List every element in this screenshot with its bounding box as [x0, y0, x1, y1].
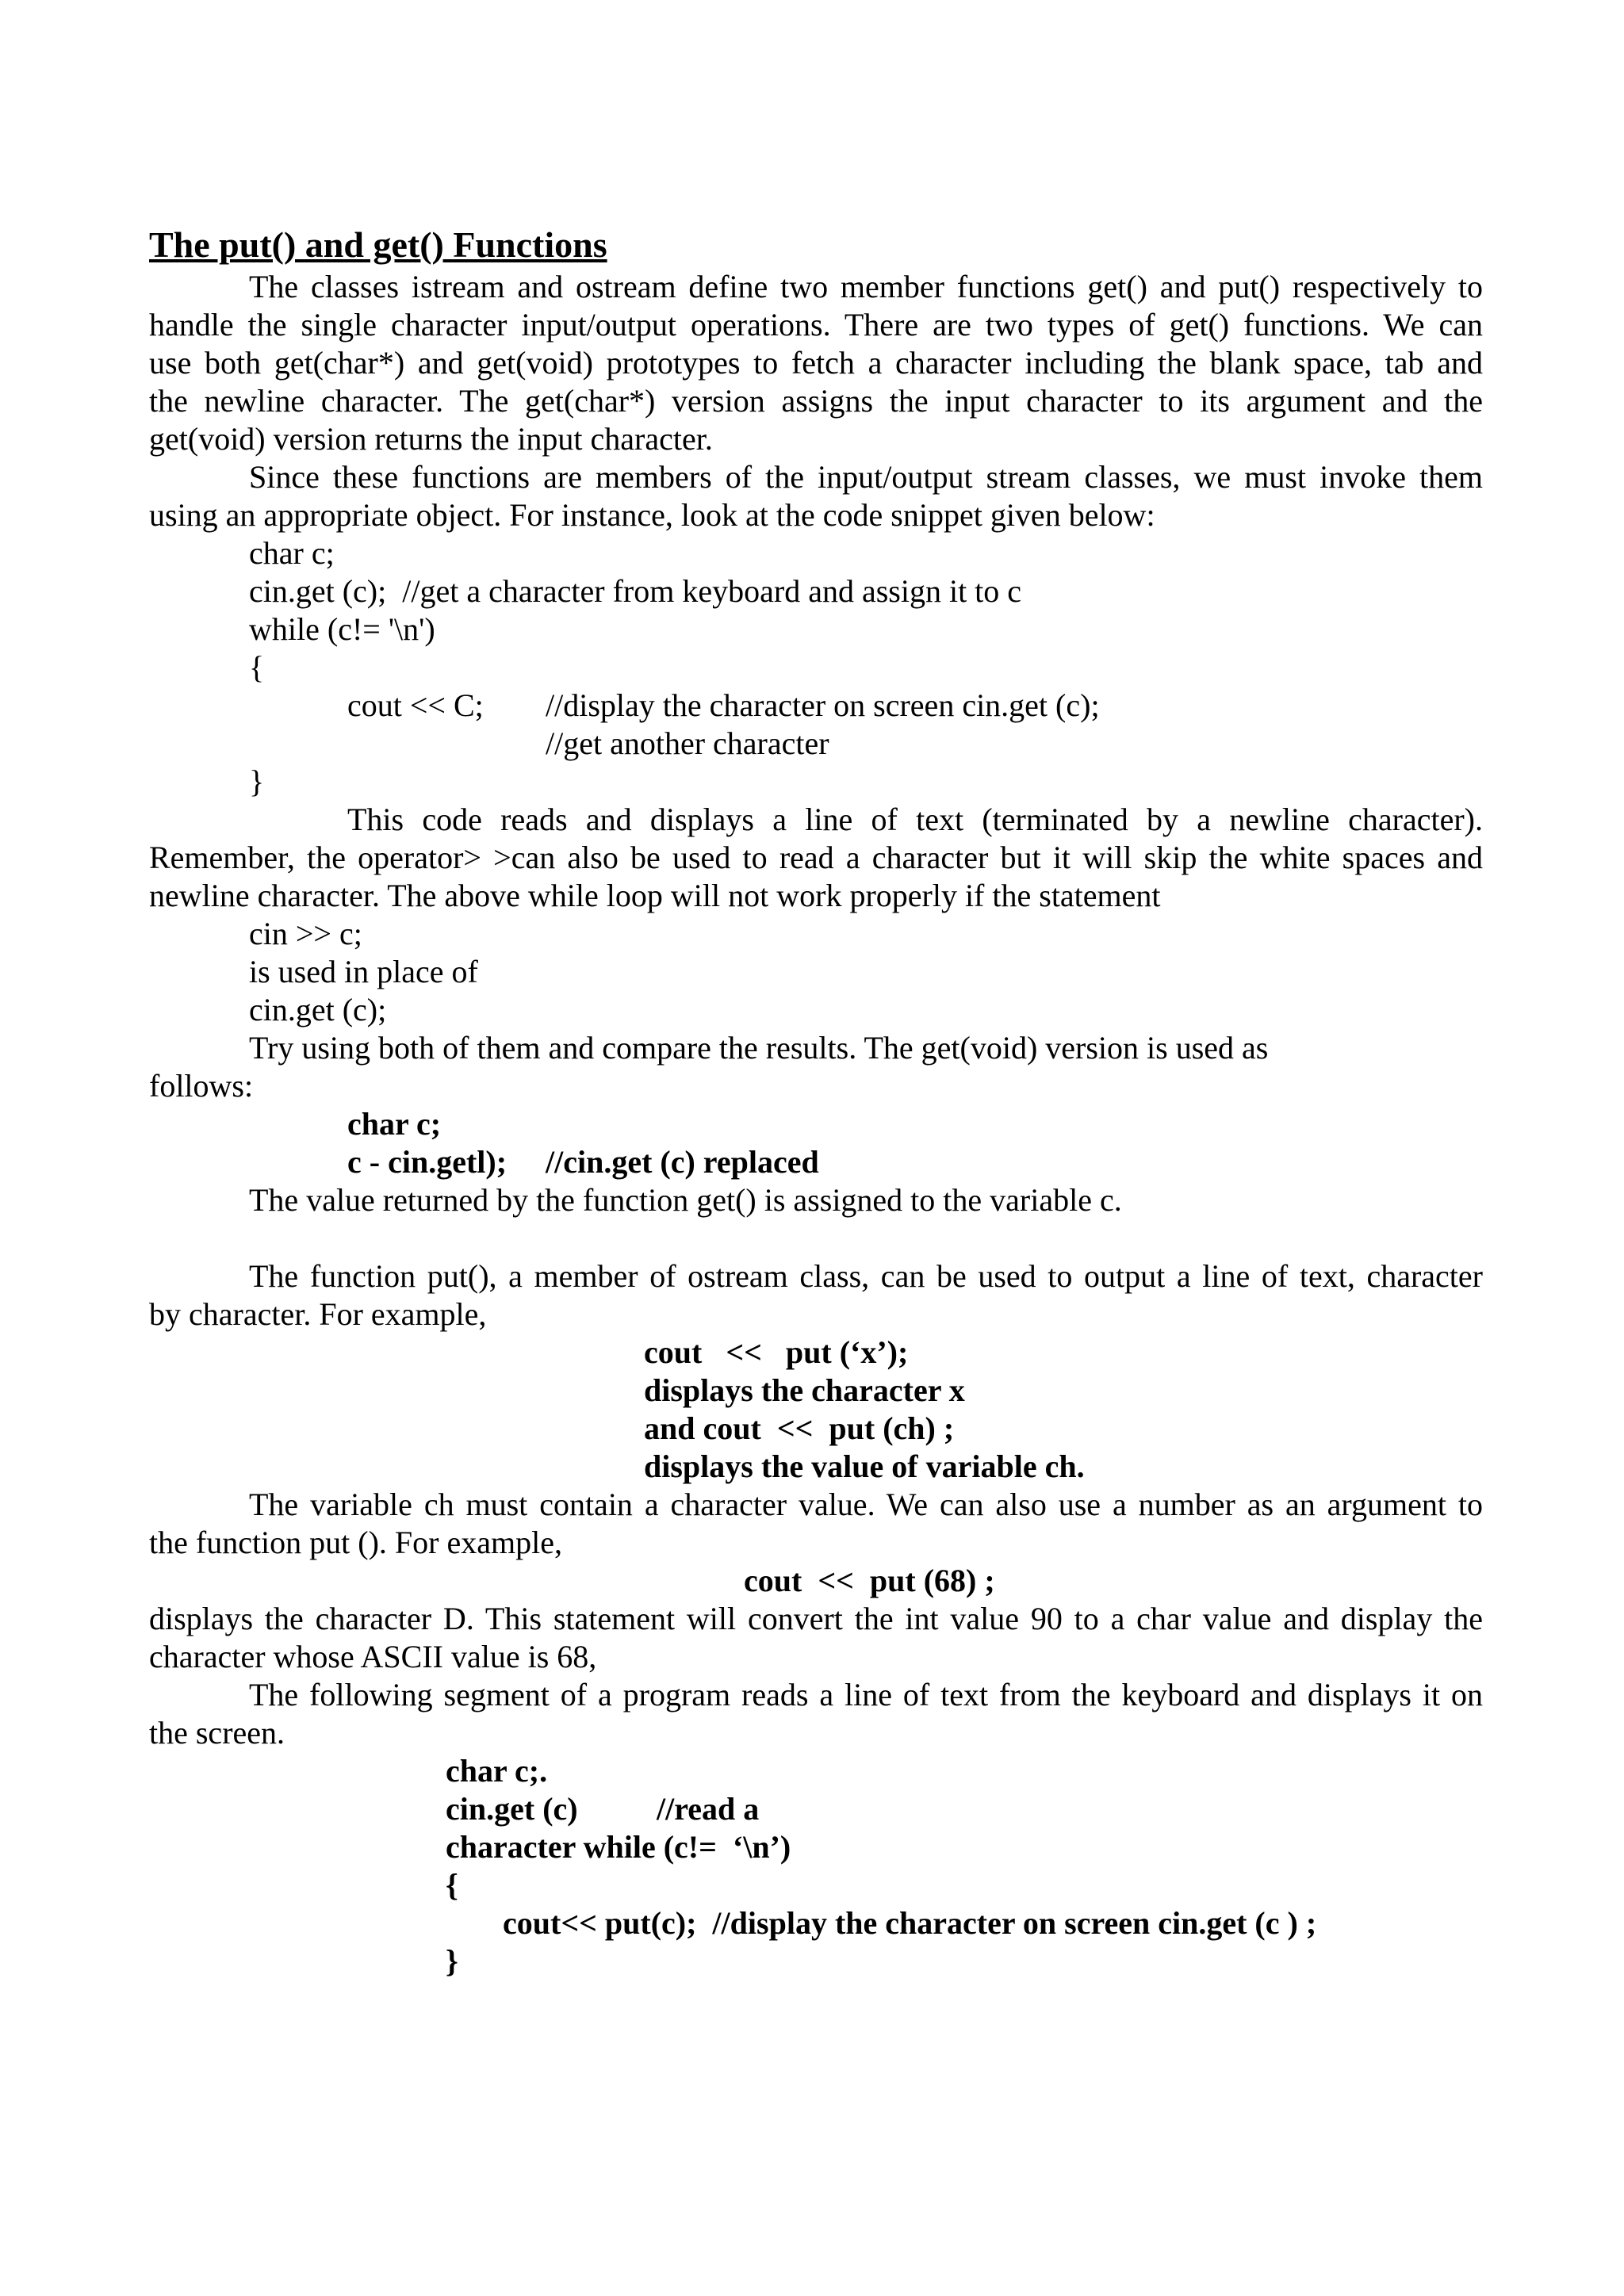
- para7-line2: the function put (). For example,: [149, 1525, 562, 1560]
- code6-line2-code: cin.get (c): [446, 1791, 578, 1827]
- para3-line1: This code reads and displays a line of text (terminated by a newline character).: [347, 802, 1483, 837]
- code3-line1: char c;: [347, 1106, 442, 1142]
- para7-line1: The variable ch must contain a character value. We can also use a number as an argument to: [249, 1487, 1483, 1522]
- code1-line6: //get another character: [546, 725, 829, 761]
- code4-line3: and cout << put (ch) ;: [644, 1410, 955, 1446]
- code1-line5: [149, 687, 1483, 725]
- code6-line1: char c;.: [446, 1753, 548, 1789]
- code6-line6: }: [446, 1943, 458, 1979]
- code6-line3: character while (c!= ‘\n’): [446, 1829, 791, 1865]
- code3-line2-comment: //cin.get (c) replaced: [546, 1144, 819, 1180]
- code1-line1: char c;: [249, 535, 335, 571]
- para4-line1: Try using both of them and compare the results. The get(void) version is used as: [249, 1030, 1269, 1066]
- para1-line3: use both get(char*) and get(void) prototypes to fetch a character including the blank space, tab and: [149, 345, 1483, 381]
- code2-line2: is used in place of: [249, 954, 478, 989]
- para2-line1: Since these functions are members of the input/output stream classes, we must invoke them: [249, 459, 1483, 495]
- code2-line3: cin.get (c);: [249, 992, 387, 1027]
- code1-line4: {: [249, 649, 265, 685]
- page-title: The put() and get() Functions: [149, 224, 607, 265]
- para4-line2: follows:: [149, 1068, 254, 1104]
- code5-line: cout << put (68) ;: [744, 1563, 995, 1598]
- para3-line2: Remember, the operator> >can also be used to read a character but it will skip the white spaces and: [149, 840, 1483, 875]
- code3-line2: [149, 1143, 1483, 1181]
- code1-line2: cin.get (c); //get a character from keyboard and assign it to c: [249, 573, 1022, 609]
- para6-line1: The function put(), a member of ostream class, can be used to output a line of text, character: [249, 1258, 1483, 1294]
- code4-line2: displays the character x: [644, 1372, 965, 1408]
- para9-line1: The following segment of a program reads a line of text from the keyboard and displays it on: [249, 1677, 1483, 1712]
- para8-line2: character whose ASCII value is 68,: [149, 1639, 597, 1674]
- code6-line2: [446, 1790, 1483, 1828]
- document-page: [149, 222, 1483, 1980]
- para2-line2: using an appropriate object. For instance, look at the code snippet given below:: [149, 497, 1155, 533]
- code1-line5-comment: //display the character on screen cin.get (c);: [546, 687, 1100, 723]
- code6-line4: {: [446, 1867, 458, 1903]
- para1-line5: get(void) version returns the input character.: [149, 421, 713, 457]
- code2-line1: cin >> c;: [249, 916, 362, 951]
- code4-line4: displays the value of variable ch.: [644, 1448, 1085, 1484]
- para9-line2: the screen.: [149, 1715, 285, 1751]
- para1-line4: the newline character. The get(char*) version assigns the input character to its argument and the: [149, 383, 1483, 419]
- code6-line2-comment: //read a: [657, 1791, 760, 1827]
- blank-line: [149, 1219, 1483, 1257]
- code3-line2-code: c - cin.getl);: [347, 1144, 508, 1180]
- para5: The value returned by the function get() is assigned to the variable c.: [249, 1182, 1122, 1218]
- para1-line1: The classes istream and ostream define two member functions get() and put() respectively to: [249, 269, 1483, 304]
- para8-line1: displays the character D. This statement will convert the int value 90 to a char value and display the: [149, 1601, 1483, 1636]
- code1-line3: while (c!= '\n'): [249, 611, 435, 647]
- code4-line1: cout << put (‘x’);: [644, 1334, 909, 1370]
- para3-line3: newline character. The above while loop will not work properly if the statement: [149, 878, 1161, 913]
- code1-line5-code: cout << C;: [347, 687, 484, 723]
- code6-line5: cout<< put(c); //display the character on screen cin.get (c ) ;: [503, 1905, 1317, 1941]
- code1-line7: }: [249, 763, 265, 799]
- para6-line2: by character. For example,: [149, 1296, 487, 1332]
- para1-line2: handle the single character input/output operations. There are two types of get() functions. We can: [149, 307, 1483, 342]
